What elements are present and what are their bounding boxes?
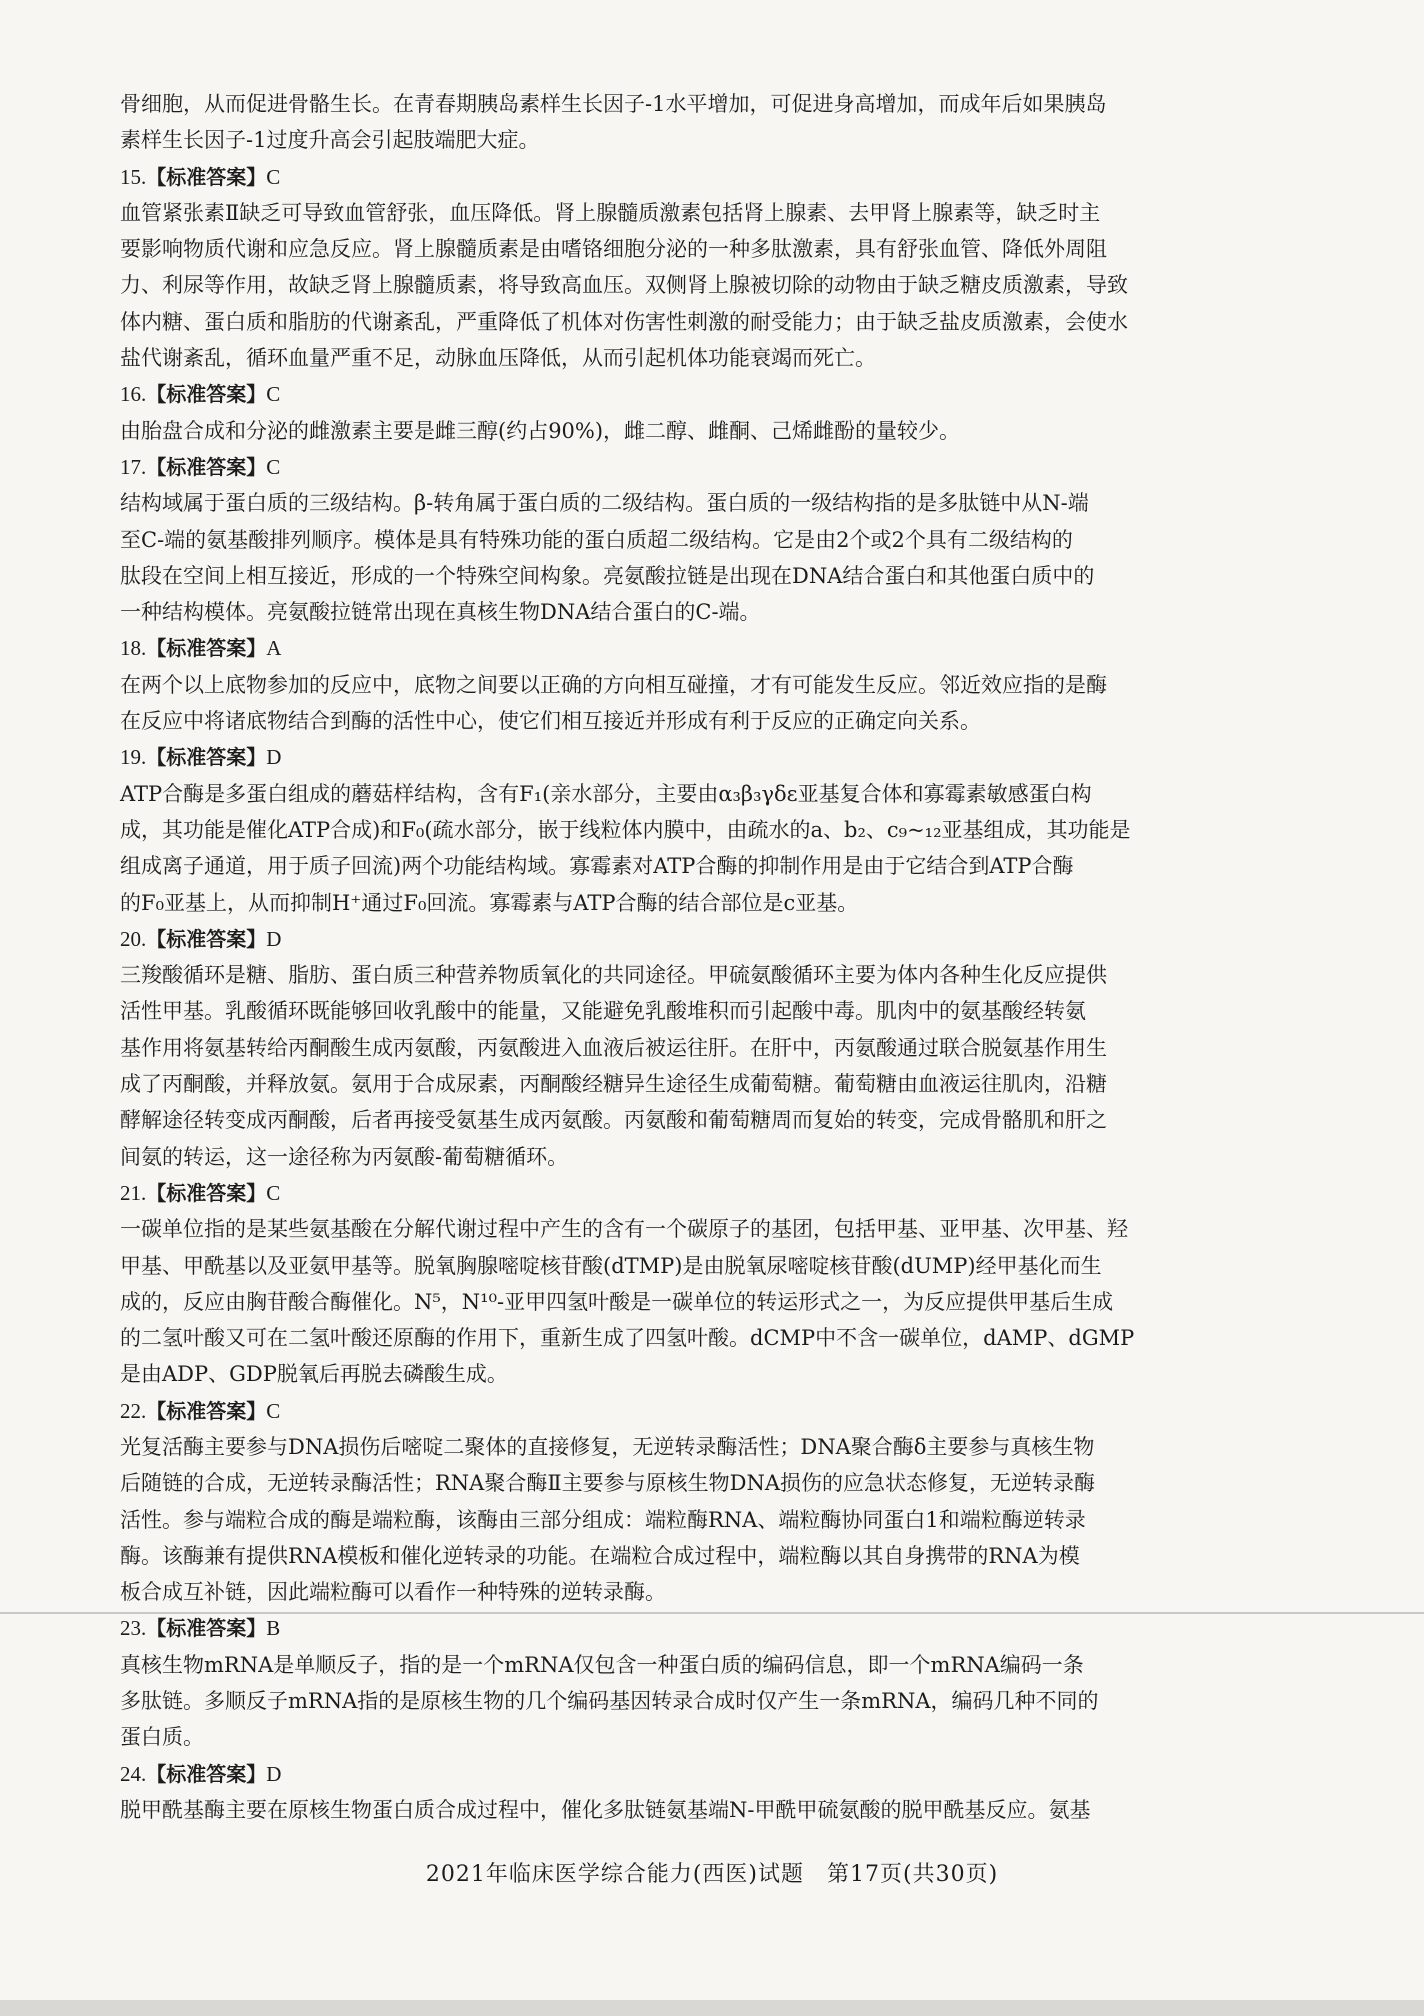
explanation-line: 由胎盘合成和分泌的雌激素主要是雌三醇(约占90%)，雌二醇、雌酮、己烯雌酚的量较少。 bbox=[120, 418, 961, 443]
explanation-line: 多肽链。多顺反子mRNA指的是原核生物的几个编码基因转录合成时仅产生一条mRNA，编码几种不同的 bbox=[120, 1689, 1099, 1714]
question-number: 18. bbox=[120, 636, 147, 661]
horizontal-divider bbox=[0, 1612, 1424, 1614]
page-footer: 2021年临床医学综合能力(西医)试题 第17页(共30页) bbox=[425, 1862, 999, 1887]
standard-answer-label: 【标准答案】 bbox=[146, 926, 267, 951]
page-body bbox=[120, 86, 1285, 1828]
answer-item bbox=[120, 1393, 1285, 1611]
explanation-line: 的F₀亚基上，从而抑制H⁺通过F₀回流。寡霉素与ATP合酶的结合部位是c亚基。 bbox=[120, 890, 859, 915]
standard-answer-label: 【标准答案】 bbox=[146, 454, 267, 479]
answer-heading bbox=[120, 1393, 1285, 1429]
answer-letter: D bbox=[266, 926, 282, 951]
answer-item bbox=[120, 1610, 1285, 1755]
answer-item bbox=[120, 630, 1285, 739]
explanation-line: 是由ADP、GDP脱氧后再脱去磷酸生成。 bbox=[120, 1362, 508, 1387]
answer-item bbox=[120, 159, 1285, 377]
scan-edge bbox=[0, 2000, 1424, 2016]
answer-item bbox=[120, 376, 1285, 449]
answer-list bbox=[120, 159, 1285, 1829]
explanation-line: 酶。该酶兼有提供RNA模板和催化逆转录的功能。在端粒合成过程中，端粒酶以其自身携带的RNA为模 bbox=[120, 1543, 1080, 1568]
explanation-line: 结构域属于蛋白质的三级结构。β-转角属于蛋白质的二级结构。蛋白质的一级结构指的是多肽链中从N-端 bbox=[120, 491, 1089, 516]
explanation-line: 光复活酶主要参与DNA损伤后嘧啶二聚体的直接修复，无逆转录酶活性；DNA聚合酶δ主要参与真核生物 bbox=[120, 1434, 1095, 1459]
answer-heading bbox=[120, 376, 1285, 412]
text-line: 素样生长因子-1过度升高会引起肢端肥大症。 bbox=[120, 128, 540, 153]
intro-paragraph bbox=[120, 86, 1285, 159]
explanation-line: 酵解途径转变成丙酮酸，后者再接受氨基生成丙氨酸。丙氨酸和葡萄糖周而复始的转变，完成骨骼肌和肝之 bbox=[120, 1108, 1107, 1133]
explanation-line: 至C-端的氨基酸排列顺序。模体是具有特殊功能的蛋白质超二级结构。它是由2个或2个具有二级结构的 bbox=[120, 527, 1073, 552]
explanation-line: ATP合酶是多蛋白组成的蘑菇样结构，含有F₁(亲水部分，主要由α₃β₃γδε亚基复合体和寡霉素敏感蛋白构 bbox=[120, 781, 1092, 806]
question-number: 24. bbox=[120, 1761, 147, 1786]
explanation-line: 血管紧张素Ⅱ缺乏可导致血管舒张，血压降低。肾上腺髓质激素包括肾上腺素、去甲肾上腺素等，缺乏时主 bbox=[120, 200, 1101, 225]
answer-heading bbox=[120, 449, 1285, 485]
explanation-line: 三羧酸循环是糖、脂肪、蛋白质三种营养物质氧化的共同途径。甲硫氨酸循环主要为体内各种生化反应提供 bbox=[120, 963, 1107, 988]
explanation-line: 一碳单位指的是某些氨基酸在分解代谢过程中产生的含有一个碳原子的基团，包括甲基、亚甲基、次甲基、羟 bbox=[120, 1217, 1128, 1242]
standard-answer-label: 【标准答案】 bbox=[146, 1616, 267, 1641]
answer-letter: C bbox=[266, 454, 281, 479]
text-line: 骨细胞，从而促进骨骼生长。在青春期胰岛素样生长因子-1水平增加，可促进身高增加，而成年后如果胰岛 bbox=[120, 92, 1107, 116]
answer-letter: C bbox=[266, 164, 281, 189]
explanation-line: 力、利尿等作用，故缺乏肾上腺髓质素，将导致高血压。双侧肾上腺被切除的动物由于缺乏糖皮质激素，导致 bbox=[120, 273, 1128, 298]
question-number: 19. bbox=[120, 745, 147, 770]
answer-letter: B bbox=[266, 1616, 281, 1641]
explanation-line: 肽段在空间上相互接近，形成的一个特殊空间构象。亮氨酸拉链是出现在DNA结合蛋白和其他蛋白质中的 bbox=[120, 563, 1095, 588]
standard-answer-label: 【标准答案】 bbox=[146, 745, 267, 770]
question-number: 17. bbox=[120, 454, 147, 479]
answer-item bbox=[120, 449, 1285, 630]
answer-letter: C bbox=[266, 1398, 281, 1423]
standard-answer-label: 【标准答案】 bbox=[146, 636, 267, 661]
explanation-line: 的二氢叶酸又可在二氢叶酸还原酶的作用下，重新生成了四氢叶酸。dCMP中不含一碳单位，dAMP、dGMP bbox=[120, 1326, 1135, 1351]
explanation-line: 在反应中将诸底物结合到酶的活性中心，使它们相互接近并形成有利于反应的正确定向关系。 bbox=[120, 709, 981, 734]
explanation-line: 成了丙酮酸，并释放氨。氨用于合成尿素，丙酮酸经糖异生途径生成葡萄糖。葡萄糖由血液运往肌肉，沿糖 bbox=[120, 1072, 1107, 1097]
answer-item bbox=[120, 1175, 1285, 1393]
explanation-line: 甲基、甲酰基以及亚氨甲基等。脱氧胸腺嘧啶核苷酸(dTMP)是由脱氧尿嘧啶核苷酸(dUMP)经甲基化而生 bbox=[120, 1253, 1102, 1278]
standard-answer-label: 【标准答案】 bbox=[146, 1180, 267, 1205]
answer-heading bbox=[120, 159, 1285, 195]
standard-answer-label: 【标准答案】 bbox=[146, 164, 267, 189]
answer-heading bbox=[120, 1175, 1285, 1211]
answer-item bbox=[120, 739, 1285, 920]
answer-item bbox=[120, 1756, 1285, 1829]
explanation-line: 体内糖、蛋白质和脂肪的代谢紊乱，严重降低了机体对伤害性刺激的耐受能力；由于缺乏盐皮质激素，会使水 bbox=[120, 309, 1128, 334]
standard-answer-label: 【标准答案】 bbox=[146, 1398, 267, 1423]
explanation-line: 基作用将氨基转给丙酮酸生成丙氨酸，丙氨酸进入血液后被运往肝。在肝中，丙氨酸通过联合脱氨基作用生 bbox=[120, 1035, 1107, 1060]
answer-letter: C bbox=[266, 1180, 281, 1205]
explanation-line: 真核生物mRNA是单顺反子，指的是一个mRNA仅包含一种蛋白质的编码信息，即一个mRNA编码一条 bbox=[120, 1652, 1084, 1677]
answer-heading bbox=[120, 1756, 1285, 1792]
explanation-line: 板合成互补链，因此端粒酶可以看作一种特殊的逆转录酶。 bbox=[120, 1580, 666, 1605]
standard-answer-label: 【标准答案】 bbox=[146, 1761, 267, 1786]
explanation-line: 组成离子通道，用于质子回流)两个功能结构域。寡霉素对ATP合酶的抑制作用是由于它结合到ATP合酶 bbox=[120, 854, 1074, 879]
explanation-line: 活性。参与端粒合成的酶是端粒酶，该酶由三部分组成：端粒酶RNA、端粒酶协同蛋白1和端粒酶逆转录 bbox=[120, 1507, 1086, 1532]
explanation-line: 脱甲酰基酶主要在原核生物蛋白质合成过程中，催化多肽链氨基端N-甲酰甲硫氨酸的脱甲酰基反应。氨基 bbox=[120, 1797, 1091, 1822]
question-number: 22. bbox=[120, 1398, 147, 1423]
answer-letter: A bbox=[266, 636, 282, 661]
answer-letter: D bbox=[266, 1761, 282, 1786]
explanation-line: 在两个以上底物参加的反应中，底物之间要以正确的方向相互碰撞，才有可能发生反应。邻近效应指的是酶 bbox=[120, 672, 1107, 697]
question-number: 21. bbox=[120, 1180, 147, 1205]
standard-answer-label: 【标准答案】 bbox=[146, 382, 267, 407]
explanation-line: 成，其功能是催化ATP合成)和F₀(疏水部分，嵌于线粒体内膜中，由疏水的a、b₂、c₉~₁₂亚基组成，其功能是 bbox=[120, 817, 1131, 842]
explanation-line: 蛋白质。 bbox=[120, 1725, 204, 1750]
explanation-line: 成的，反应由胸苷酸合酶催化。N⁵，N¹⁰-亚甲四氢叶酸是一碳单位的转运形式之一，为反应提供甲基后生成 bbox=[120, 1289, 1114, 1314]
answer-heading bbox=[120, 630, 1285, 666]
explanation-line: 要影响物质代谢和应急反应。肾上腺髓质素是由嗜铬细胞分泌的一种多肽激素，具有舒张血管、降低外周阻 bbox=[120, 237, 1107, 262]
question-number: 15. bbox=[120, 164, 147, 189]
answer-letter: D bbox=[266, 745, 282, 770]
answer-heading bbox=[120, 921, 1285, 957]
question-number: 16. bbox=[120, 382, 147, 407]
question-number: 20. bbox=[120, 926, 147, 951]
answer-heading bbox=[120, 1610, 1285, 1646]
answer-item bbox=[120, 921, 1285, 1175]
answer-letter: C bbox=[266, 382, 281, 407]
answer-heading bbox=[120, 739, 1285, 775]
explanation-line: 间氨的转运，这一途径称为丙氨酸-葡萄糖循环。 bbox=[120, 1144, 569, 1169]
explanation-line: 盐代谢紊乱，循环血量严重不足，动脉血压降低，从而引起机体功能衰竭而死亡。 bbox=[120, 346, 876, 371]
explanation-line: 一种结构模体。亮氨酸拉链常出现在真核生物DNA结合蛋白的C-端。 bbox=[120, 600, 761, 625]
explanation-line: 后随链的合成，无逆转录酶活性；RNA聚合酶Ⅱ主要参与原核生物DNA损伤的应急状态修复，无逆转录酶 bbox=[120, 1471, 1095, 1496]
question-number: 23. bbox=[120, 1616, 147, 1641]
explanation-line: 活性甲基。乳酸循环既能够回收乳酸中的能量，又能避免乳酸堆积而引起酸中毒。肌肉中的氨基酸经转氨 bbox=[120, 999, 1086, 1024]
